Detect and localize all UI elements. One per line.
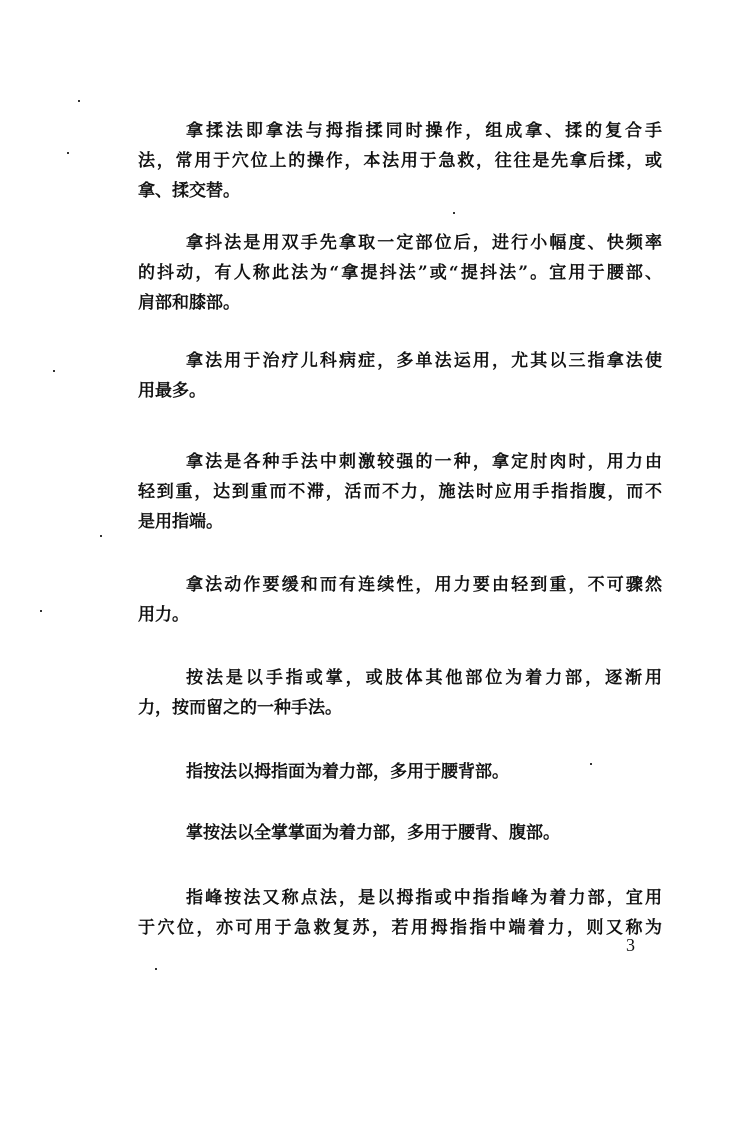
paragraph-5: [138, 570, 662, 630]
text-line: 拿揉法即拿法与拇指揉同时操作，组成拿、揉的复合手: [186, 121, 662, 141]
text-line: 掌按法以全掌掌面为着力部，多用于腰背、腹部。: [186, 823, 560, 843]
text-line: 是用指端。: [138, 512, 223, 532]
paragraph-8: [138, 818, 662, 848]
text-line: 轻到重，达到重而不滞，活而不力，施法时应用手指指腹，而不: [138, 482, 662, 502]
scan-speck: [590, 763, 592, 765]
text-line: 于穴位，亦可用于急救复苏，若用拇指指中端着力，则又称为: [138, 918, 662, 938]
page-number: 3: [626, 935, 635, 955]
text-line: 拿法是各种手法中刺激较强的一种，拿定肘肉时，用力由: [186, 452, 662, 472]
text-line: 的抖动，有人称此法为“拿提抖法”或“提抖法”。宜用于腰部、: [138, 263, 662, 283]
scan-speck: [67, 152, 69, 154]
text-line: 拿、揉交替。: [138, 181, 240, 201]
scan-speck: [40, 610, 42, 612]
text-line: 指峰按法又称点法，是以拇指或中指指峰为着力部，宜用: [186, 888, 662, 908]
text-line: 拿法用于治疗儿科病症，多单法运用，尤其以三指拿法使: [186, 351, 662, 371]
paragraph-3: [138, 346, 662, 406]
text-line: 拿抖法是用双手先拿取一定部位后，进行小幅度、快频率: [186, 233, 662, 253]
paragraph-6: [138, 663, 662, 723]
paragraph-1: [138, 116, 662, 206]
scan-speck: [78, 100, 80, 102]
text-line: 力，按而留之的一种手法。: [138, 698, 342, 718]
text-line: 用最多。: [138, 381, 206, 401]
text-line: 拿法动作要缓和而有连续性，用力要由轻到重，不可骤然: [186, 575, 662, 595]
scan-speck: [53, 370, 55, 372]
scan-speck: [453, 212, 455, 214]
paragraph-4: [138, 447, 662, 537]
scan-speck: [155, 968, 157, 970]
scan-speck: [100, 535, 102, 537]
paragraph-9: [138, 883, 662, 943]
text-line: 肩部和膝部。: [138, 293, 240, 313]
text-line: 用力。: [138, 605, 189, 625]
text-line: 按法是以手指或掌，或肢体其他部位为着力部，逐渐用: [186, 668, 662, 688]
paragraph-7: [138, 757, 662, 787]
text-line: 法，常用于穴位上的操作，本法用于急救，往往是先拿后揉，或: [138, 151, 662, 171]
paragraph-2: [138, 228, 662, 318]
text-line: 指按法以拇指面为着力部，多用于腰背部。: [186, 762, 509, 782]
